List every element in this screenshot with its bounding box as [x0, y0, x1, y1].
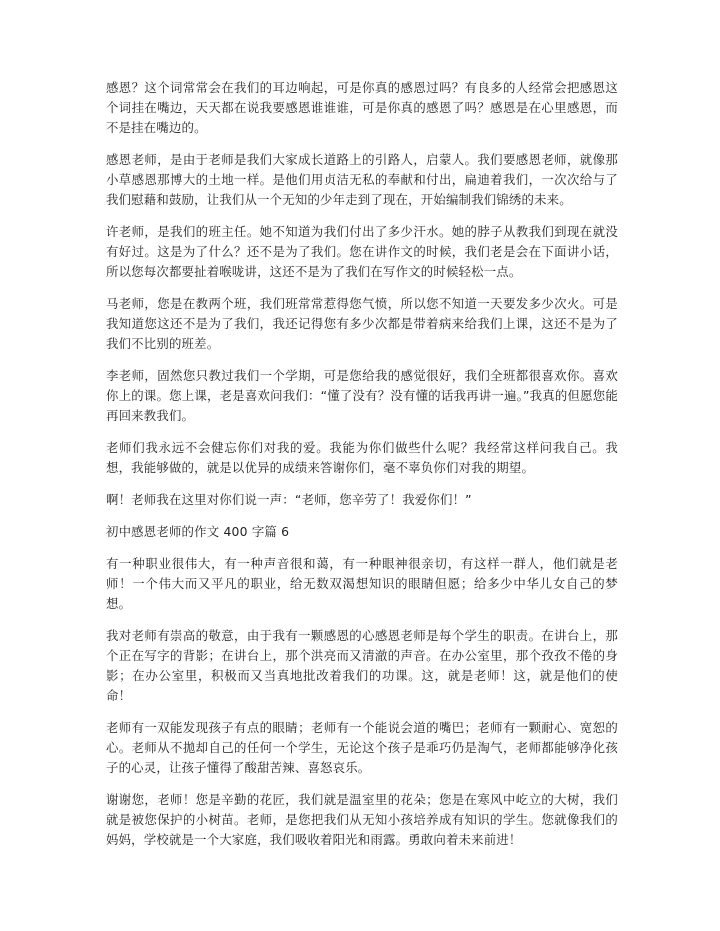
paragraph-11: 谢谢您，老师！您是辛勤的花匠，我们就是温室里的花朵；您是在寒风中屹立的大树，我们就是被您保护的小树苗。老师，是您把我们从无知小孩培养成有知识的学生。您就像我们的妈妈，学校就是一个大家庭，我们吸收着阳光和雨露。勇敢向着未来前进！: [106, 792, 618, 847]
paragraph-8: 有一种职业很伟大，有一种声音很和蔼，有一种眼神很亲切，有这样一群人，他们就是老师！一个伟大而又平凡的职业，给无数双渴想知识的眼睛但愿；给多少中华儿女自己的梦想。: [106, 556, 618, 611]
paragraph-5: 李老师，固然您只教过我们一个学期，可是您给我的感觉很好，我们全班都很喜欢你。喜欢你上的课。您上课，老是喜欢问我们：“懂了没有？没有懂的话我再讲一遍。”我真的但愿您能再回来教我们。: [106, 368, 618, 423]
paragraph-3: 许老师，是我们的班主任。她不知道为我们付出了多少汗水。她的脖子从教我们到现在就没有好过。这是为了什么？还不是为了我们。您在讲作文的时候，我们老是会在下面讲小话，所以您每次都要扯着喉咙讲，这还不是为了我们在写作文的时候轻松一点。: [106, 224, 618, 279]
paragraph-10: 老师有一双能发现孩子有点的眼睛；老师有一个能说会道的嘴巴；老师有一颗耐心、宽恕的心。老师从不拋却自己的任何一个学生，无论这个孩子是乖巧仍是淘气，老师都能够净化孩子的心灵，让孩子懂得了酸甜苦辣、喜怒哀乐。: [106, 720, 618, 775]
paragraph-7: 啊！老师我在这里对你们说一声：“老师，您辛劳了！我爱你们！”: [106, 492, 472, 507]
paragraph-1: 感恩？这个词常常会在我们的耳边响起，可是你真的感恩过吗？有良多的人经常会把感恩这个词挂在嘴边，天天都在说我要感恩谁谁谁，可是你真的感恩了吗？感恩是在心里感恩，而不是挂在嘴边的。: [106, 80, 618, 135]
document-page: [106, 78, 618, 862]
section-heading: 初中感恩老师的作文 400 字篇 6: [106, 524, 290, 539]
paragraph-4: 马老师，您是在教两个班，我们班常常惹得您气愤，所以您不知道一天要发多少次火。可是我知道您这还不是为了我们，我还记得您有多少次都是带着病来给我们上课，这还不是为了我们不比别的班差。: [106, 296, 618, 351]
paragraph-9: 我对老师有崇高的敬意，由于我有一颗感恩的心感恩老师是每个学生的职责。在讲台上，那个正在写字的背影；在讲台上，那个洪亮而又清澈的声音。在办公室里，那个孜孜不倦的身影；在办公室里，积极而又当真地批改着我们的功课。这，就是老师！这，就是他们的使命！: [106, 628, 618, 703]
paragraph-6: 老师们我永远不会健忘你们对我的爱。我能为你们做些什么呢？我经常这样问我自己。我想，我能够做的，就是以优异的成绩来答谢你们，毫不辜负你们对我的期望。: [106, 440, 618, 475]
paragraph-2: 感恩老师，是由于老师是我们大家成长道路上的引路人，启蒙人。我们要感恩老师，就像那小草感恩那博大的土地一样。是他们用贞洁无私的奉献和付出，扁迪着我们，一次次给与了我们慰藉和鼓励，让我们从一个无知的少年走到了现在，开始编制我们锦绣的未来。: [106, 152, 618, 207]
